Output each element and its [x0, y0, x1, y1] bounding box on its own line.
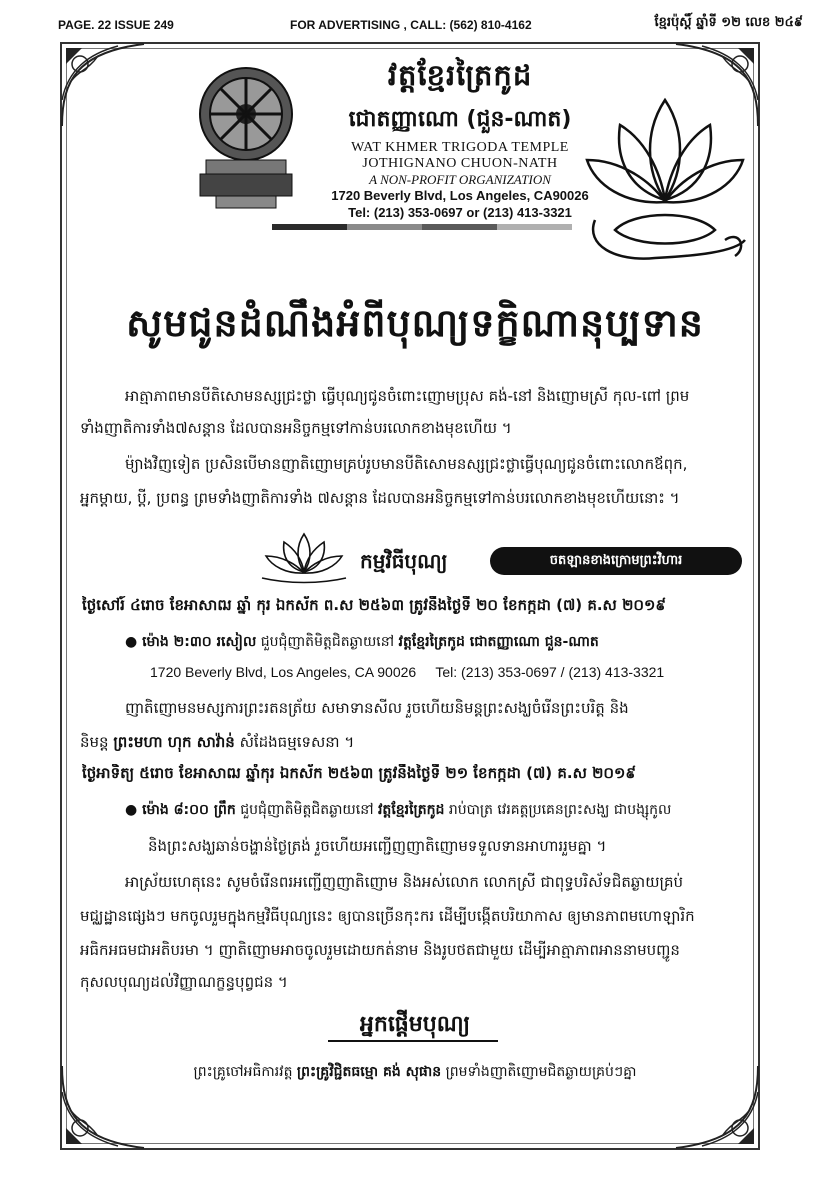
temple-org-type: A NON-PROFIT ORGANIZATION: [369, 172, 551, 187]
program-address: 1720 Beverly Blvd, Los Angeles, CA 90026 Tel: (213) 353-0697 / (213) 413-3321: [150, 664, 665, 680]
day-2-text: និងព្រះសង្ឃឆាន់ចង្ហាន់ថ្ងៃត្រង់ រួចហើយអញ្ជើញញាតិញោមទទួលទានអាហាររួមគ្នា ។: [148, 837, 607, 855]
sponsor-underline: [328, 1040, 498, 1042]
lotus-icon: [575, 80, 755, 270]
day-2-event-continued: រាប់បាត្រ វេរគត្តប្រគេនព្រះសង្ឃ ជាបង្សុកូល: [444, 802, 672, 818]
corner-ornament-icon: [58, 40, 148, 130]
day-1-invite: និមន្ត: [80, 733, 114, 751]
day-2-place: វត្តខ្មែរត្រៃកូដ: [377, 802, 445, 818]
day-1-time: ● ម៉ោង ២:៣០ រសៀល: [125, 634, 257, 650]
temple-address: 1720 Beverly Blvd, Los Angeles, CA90026: [331, 188, 589, 203]
sponsor-name: ព្រះគ្រូវិជ្ជិតធម្មោ គង់ សុផាន: [296, 1064, 442, 1080]
sponsor-text: [80, 1062, 750, 1083]
day-1-event: ជួបជុំញាតិមិត្តជិតឆ្ងាយនៅ: [256, 634, 399, 650]
temple-name-kh: វត្តខ្មែរត្រៃកូដ: [387, 58, 533, 92]
temple-phone: Tel: (213) 353-0697 or (213) 413-3321: [348, 205, 572, 220]
advertising-contact: FOR ADVERTISING , CALL: (562) 810-4162: [290, 18, 532, 32]
day-2-schedule: [125, 800, 755, 821]
day-2-event: ជួបជុំញាតិមិត្តជិតឆ្ងាយនៅ: [235, 802, 378, 818]
closing-line-1: អាស្រ័យហេតុនេះ សូមចំរើនពរអញ្ជើញញាតិញោម និងអស់លោក លោកស្រី ជាពុទ្ធបរិស័ទជិតឆ្ងាយគ្រប់: [125, 873, 683, 891]
page-issue: PAGE. 22 ISSUE 249: [58, 18, 174, 32]
monk-name: ព្រះមហា ហុក សាវ៉ាន់: [113, 733, 235, 751]
closing-line-2: មជ្ឈដ្ឋានផ្សេងៗ មកចូលរួមក្នុងកម្មវិធីបុណ្យនេះ ឲ្យបានច្រើនកុះករ ដើម្បីបង្កើតបរិយាកាស ឲ្យមានភាពមហោឡារិក: [80, 907, 695, 925]
day-1-sermon: សំដែងធម្មទេសនា ។: [234, 733, 355, 751]
intro-paragraph-2-line-2: អ្នកម្ដាយ, ប្ដី, ប្រពន្ធ ព្រមទាំងញាតិការទាំង ៧សន្តាន ដែលបានអនិច្ចកម្មទៅកាន់បរលោកខាងមុខហើយនោះ ។: [80, 489, 680, 507]
intro-paragraph-1-line-2: ទាំងញាតិការទាំង៧សន្តាន ដែលបានអនិច្ចកម្មទៅកាន់បរលោកខាងមុខហើយ ។: [80, 419, 512, 437]
intro-paragraph-2-line-1: ម៉្យាងវិញទៀត ប្រសិនបើមានញាតិញោមគ្រប់រូបមានបីតិសោមនស្សជ្រះថ្លាធ្វើបុណ្យជូនចំពោះលោកឪពុក,: [125, 455, 688, 473]
headline: សូមជូនដំណឹងអំពីបុណ្យទក្ខិណានុប្បទាន: [126, 301, 704, 345]
temple-subname-en: JOTHIGNANO CHUON-NATH: [362, 156, 558, 171]
lotus-icon: [258, 528, 350, 584]
closing-line-3: អធិកអធមជាអតិបរមា ។ ញាតិញោមអាចចូលរួមដោយកត់នាម និងរូបថតជាមួយ ដើម្បីអាត្មាភាពអាននាមបញ្ជូន: [80, 941, 680, 959]
temple-subname-kh: ជោតញ្ញាណោ (ជួន-ណាត): [348, 107, 572, 132]
program-location-badge: ចតឡានខាងក្រោមព្រះវិហារ: [490, 547, 742, 575]
day-1-text-line-2: [80, 726, 750, 758]
sponsor-title: អ្នកផ្ដើមបុណ្យ: [359, 1012, 471, 1037]
dharma-wheel-logo-icon: [196, 62, 296, 212]
day-2-time: ● ម៉ោង ៨:០០ ព្រឹក: [125, 802, 236, 818]
sponsor-others: ព្រមទាំងញាតិញោមជិតឆ្ងាយគ្រប់ៗគ្នា: [441, 1064, 637, 1080]
day-2-date: ថ្ងៃអាទិត្យ ៥រោច ខែអាសាឍ ឆ្នាំកុរ ឯកស័ក ២៥៦៣ ត្រូវនឹងថ្ងៃទី ២១ ខែកក្កដា (៧) គ.ស ២០១៩: [82, 764, 637, 782]
temple-name-en: WAT KHMER TRIGODA TEMPLE: [351, 140, 569, 155]
closing-line-4: កុសលបុណ្យដល់វិញ្ញាណក្ខន្ធបុព្វជន ។: [80, 973, 288, 991]
day-1-schedule: [125, 632, 755, 653]
header-color-bar: [272, 224, 572, 230]
day-1-place: វត្តខ្មែរត្រៃកូដ ជោតញ្ញាណោ ជួន-ណាត: [398, 634, 599, 650]
intro-paragraph-1-line-1: អាត្មាភាពមានបីតិសោមនស្សជ្រះថ្លា ធ្វើបុណ្យជូនចំពោះញោមប្រុស គង់-នៅ និងញោមស្រី កុល-ពៅ ព្រម: [125, 387, 690, 405]
day-1-date: ថ្ងៃសៅរ៍ ៤រោច ខែអាសាឍ ឆ្នាំ កុរ ឯកស័ក ព.ស ២៥៦៣ ត្រូវនឹងថ្ងៃទី ២០ ខែកក្កដា (៧) គ.ស ២០១៩: [82, 596, 667, 614]
day-1-text-line-1: ញាតិញោមនមស្សការព្រះរតនត្រ័យ សមាទានសីល រួចហើយនិមន្តព្រះសង្ឃចំរើនព្រះបរិត្ត និង: [125, 699, 629, 717]
page-header: [0, 0, 823, 36]
sponsor-role: ព្រះគ្រូចៅអធិការវត្ត: [193, 1064, 297, 1080]
publication-issue-kh: ខ្មែរប៉ុស្ដិ៍ ឆ្នាំទី ១២ លេខ ២៤៩: [654, 15, 803, 30]
program-title: កម្មវិធីបុណ្យ: [360, 549, 448, 573]
